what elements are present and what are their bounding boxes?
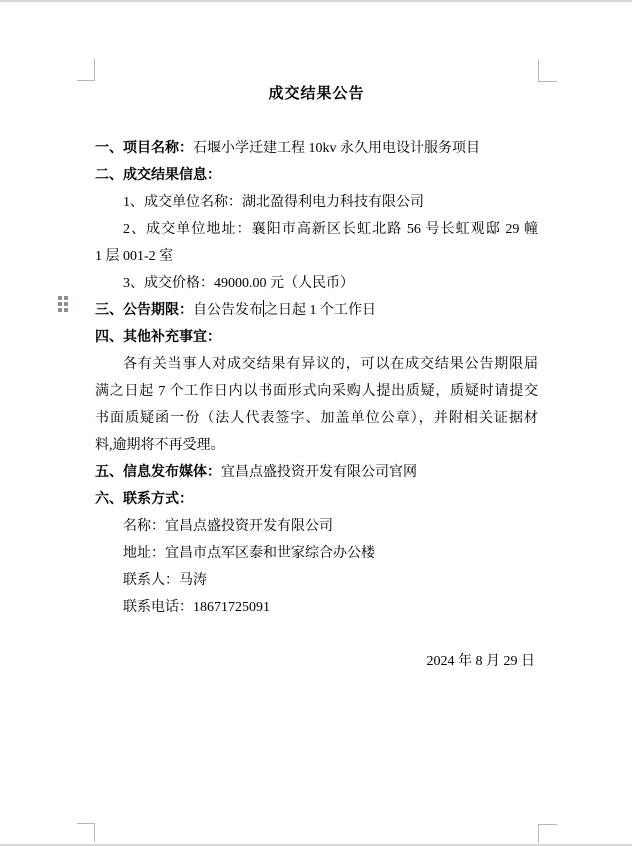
section-heading-label: 五、信息发布媒体： xyxy=(95,465,221,480)
line-text: 宜昌点盛投资开发有限公司官网 xyxy=(221,465,417,480)
line-text: 3、成交价格：49000.00 元（人民币） xyxy=(123,276,354,291)
document-line[interactable] xyxy=(95,324,538,351)
margin-crop-mark-bottom-right xyxy=(538,824,557,843)
document-line[interactable] xyxy=(95,297,538,324)
paragraph-drag-handle-icon[interactable] xyxy=(58,296,68,312)
document-date[interactable]: 2024 年 8 月 29 日 xyxy=(426,654,535,669)
document-line[interactable] xyxy=(95,513,538,540)
margin-crop-mark-top-left xyxy=(77,59,95,81)
line-text: 各有关当事人对成交结果有异议的，可以在成交结果公告期限届 xyxy=(123,357,538,372)
line-text: 地址：宜昌市点军区泰和世家综合办公楼 xyxy=(123,546,375,561)
document-line[interactable] xyxy=(95,594,538,621)
margin-crop-mark-top-right xyxy=(538,60,557,82)
document-line[interactable] xyxy=(95,243,538,270)
document-line[interactable] xyxy=(95,540,538,567)
document-line[interactable] xyxy=(95,378,538,405)
line-text: 1 层 001-2 室 xyxy=(95,249,174,264)
document-line[interactable] xyxy=(95,486,538,513)
document-line[interactable] xyxy=(95,567,538,594)
document-line[interactable] xyxy=(95,351,538,378)
document-line[interactable] xyxy=(95,405,538,432)
document-title[interactable]: 成交结果公告 xyxy=(268,86,365,102)
document-line[interactable] xyxy=(95,162,538,189)
section-heading-label: 一、项目名称： xyxy=(95,141,193,156)
line-text: 联系人：马涛 xyxy=(123,573,207,588)
section-heading-label: 四、其他补充事宜： xyxy=(95,330,221,345)
line-text: 联系电话：18671725091 xyxy=(123,600,270,615)
document-line[interactable] xyxy=(95,216,538,243)
line-text: 1、成交单位名称：湖北盈得利电力科技有限公司 xyxy=(123,195,424,210)
section-heading-label: 六、联系方式： xyxy=(95,492,193,507)
line-text: 自公告发布 xyxy=(193,303,263,318)
document-line[interactable] xyxy=(95,189,538,216)
line-text: 2、成交单位地址：襄阳市高新区长虹北路 56 号长虹观邸 29 幢 xyxy=(123,222,538,237)
line-text: 名称：宜昌点盛投资开发有限公司 xyxy=(123,519,333,534)
margin-crop-mark-bottom-left xyxy=(77,823,95,842)
section-heading-label: 三、公告期限： xyxy=(95,303,193,318)
document-line[interactable] xyxy=(95,270,538,297)
line-text: 之日起 1 个工作日 xyxy=(264,303,376,318)
line-text: 石堰小学迁建工程 10kv 永久用电设计服务项目 xyxy=(193,141,480,156)
document-line[interactable] xyxy=(95,459,538,486)
document-line[interactable] xyxy=(95,432,538,459)
line-text: 料,逾期将不再受理。 xyxy=(95,438,225,453)
line-text: 书面质疑函一份（法人代表签字、加盖单位公章），并附相关证据材 xyxy=(95,411,538,426)
section-heading-label: 二、成交结果信息： xyxy=(95,168,221,183)
document-body xyxy=(95,135,538,621)
line-text: 满之日起 7 个工作日内以书面形式向采购人提出质疑，质疑时请提交 xyxy=(95,384,538,399)
document-line[interactable] xyxy=(95,135,538,162)
document-text-area[interactable] xyxy=(95,81,538,675)
